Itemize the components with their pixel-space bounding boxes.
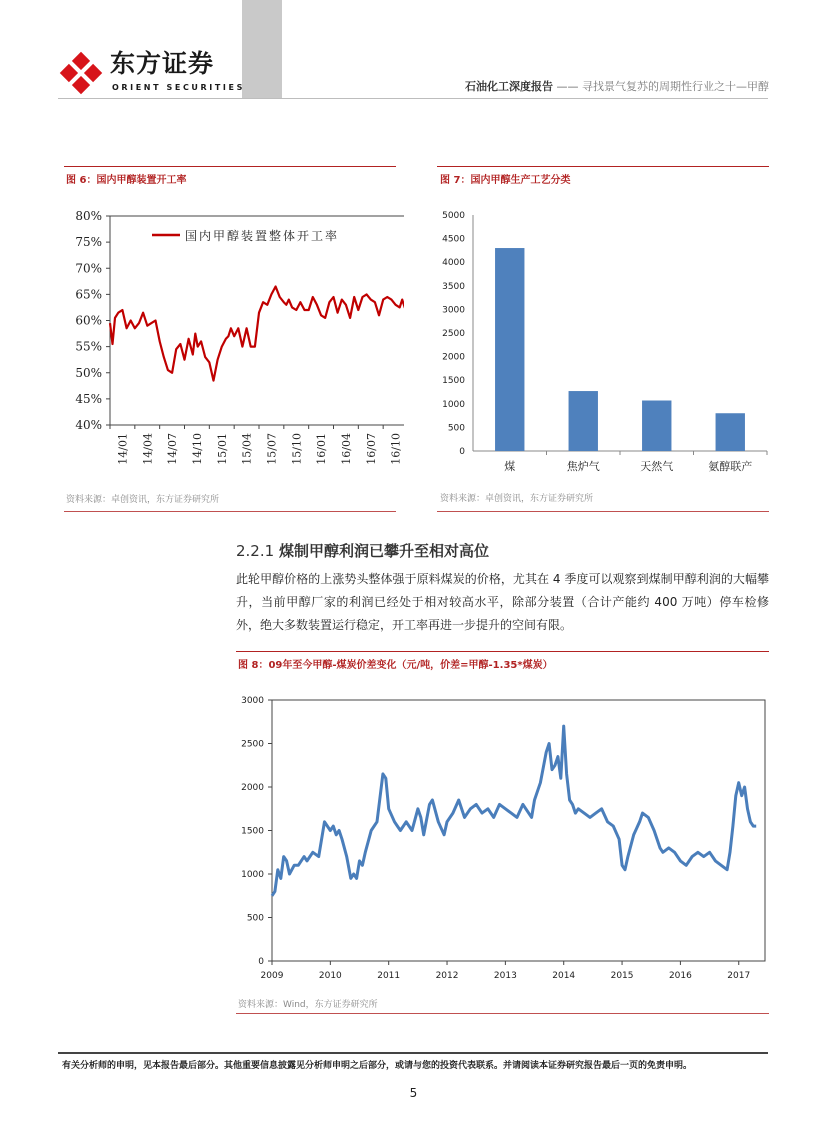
fig6-y-tick-label: 75% xyxy=(75,235,102,250)
fig8-y-tick-label: 1000 xyxy=(241,870,264,880)
fig8-top-rule xyxy=(236,651,769,652)
fig7-y-tick-label: 2000 xyxy=(442,352,465,363)
fig6-x-tick-label: 16/04 xyxy=(339,433,353,465)
fig6-y-tick-label: 50% xyxy=(75,365,102,380)
section-heading xyxy=(236,542,489,560)
fig6-top-rule xyxy=(64,166,396,167)
fig8-x-tick-label: 2013 xyxy=(493,971,517,981)
fig8-x-tick-label: 2017 xyxy=(727,971,751,981)
fig6-legend-label: 国内甲醇装置整体开工率 xyxy=(185,229,340,243)
fig7-bar xyxy=(569,391,598,451)
fig7-bar xyxy=(495,248,524,451)
page-number: 5 xyxy=(409,1086,418,1100)
header-separator: —— xyxy=(556,80,579,93)
fig8-x-tick-label: 2009 xyxy=(260,971,284,981)
fig8-x-tick-label: 2010 xyxy=(318,971,342,981)
fig6-x-tick-label: 14/07 xyxy=(166,433,180,465)
footer-disclaimer: 有关分析师的申明，见本报告最后部分。其他重要信息披露见分析师申明之后部分，或请与您的投资代表联系。并请阅读本证券研究报告最后一页的免责申明。 xyxy=(62,1061,693,1071)
fig8-y-tick-label: 3000 xyxy=(241,696,264,706)
fig6-x-tick-label: 14/04 xyxy=(141,433,155,465)
fig6-x-tick-label: 15/07 xyxy=(265,433,279,465)
fig7-y-tick-label: 1500 xyxy=(442,376,465,387)
report-type: 石油化工深度报告 xyxy=(465,80,553,93)
fig8-x-tick-label: 2015 xyxy=(610,971,634,981)
fig6-y-tick-label: 45% xyxy=(75,391,102,406)
section-title: 煤制甲醇利润已攀升至相对高位 xyxy=(278,542,489,560)
fig8-y-tick-label: 500 xyxy=(246,913,264,924)
fig6-y-tick-label: 40% xyxy=(75,418,102,432)
fig7-bar xyxy=(716,413,745,451)
fig6-y-tick-label: 65% xyxy=(75,287,102,302)
fig6-x-tick-label: 15/10 xyxy=(290,433,304,465)
logo-english-name: ORIENT SECURITIES xyxy=(112,83,245,92)
fig6-x-tick-label: 16/07 xyxy=(364,433,378,465)
section-paragraph: 此轮甲醇价格的上涨势头整体强于原料煤炭的价格，尤其在 4 季度可以观察到煤制甲醇利润的大幅攀升，当前甲醇厂家的利润已经处于相对较高水平，除部分装置（合计产能约 400 万吨）停车检修外，绝大多数装置运行稳定，开工率再进一步提升的空间有限。 xyxy=(236,572,769,632)
fig7-y-tick-label: 1000 xyxy=(442,399,465,410)
report-header-title xyxy=(465,80,769,94)
fig8-x-tick-label: 2014 xyxy=(552,971,576,981)
fig6-y-tick-label: 80% xyxy=(75,209,102,223)
fig6-y-tick-label: 60% xyxy=(75,313,102,328)
fig6-y-tick-label: 70% xyxy=(75,261,102,276)
fig7-y-tick-label: 5000 xyxy=(442,211,465,221)
fig8-y-tick-label: 0 xyxy=(258,957,264,967)
fig8-bottom-rule xyxy=(236,1013,769,1014)
section-number: 2.2.1 xyxy=(236,542,275,560)
fig8-title: 图 8：09年至今甲醇-煤炭价差变化（元/吨，价差=甲醇-1.35*煤炭） xyxy=(238,660,553,671)
fig7-x-tick-label: 焦炉气 xyxy=(566,460,600,473)
fig7-y-tick-label: 4500 xyxy=(442,234,465,245)
fig7-y-tick-label: 3500 xyxy=(442,281,465,292)
fig6-x-tick-label: 15/01 xyxy=(215,433,229,465)
fig6-title: 图 6：国内甲醇装置开工率 xyxy=(66,175,187,186)
header-accent-bar xyxy=(242,0,282,98)
fig6-x-tick-label: 15/04 xyxy=(240,433,254,465)
fig7-top-rule xyxy=(437,166,769,167)
fig7-y-tick-label: 4000 xyxy=(442,258,465,269)
fig8-y-tick-label: 2500 xyxy=(241,739,264,750)
fig7-bar-chart xyxy=(437,200,769,480)
fig7-source: 资料来源：卓创资讯，东方证券研究所 xyxy=(440,494,594,504)
fig8-y-tick-label: 2000 xyxy=(241,783,264,793)
fig8-x-tick-label: 2016 xyxy=(668,971,692,981)
fig8-y-tick-label: 1500 xyxy=(241,826,264,837)
header-divider xyxy=(58,98,768,99)
fig6-x-tick-label: 16/10 xyxy=(389,433,403,465)
fig7-y-tick-label: 500 xyxy=(447,423,465,434)
fig6-y-tick-label: 55% xyxy=(75,339,102,354)
fig6-x-tick-label: 14/10 xyxy=(190,433,204,465)
fig6-x-tick-label: 16/01 xyxy=(315,433,329,465)
fig6-bottom-rule xyxy=(64,511,396,512)
fig8-line-chart xyxy=(236,686,769,986)
fig7-x-tick-label: 天然气 xyxy=(640,460,674,473)
fig8-plot-frame xyxy=(272,700,765,961)
fig7-y-tick-label: 0 xyxy=(459,447,465,457)
fig7-bar xyxy=(642,400,671,451)
fig8-x-tick-label: 2011 xyxy=(377,971,401,981)
fig7-bottom-rule xyxy=(437,511,769,512)
fig8-series-line xyxy=(272,726,756,896)
fig8-source: 资料来源：Wind，东方证券研究所 xyxy=(238,1000,378,1010)
fig7-title: 图 7：国内甲醇生产工艺分类 xyxy=(440,175,571,186)
fig6-source: 资料来源：卓创资讯，东方证券研究所 xyxy=(66,495,220,505)
fig7-y-tick-label: 2500 xyxy=(442,329,465,339)
orient-securities-logo-icon xyxy=(58,50,104,96)
fig7-x-tick-label: 煤 xyxy=(504,460,516,473)
fig7-y-tick-label: 3000 xyxy=(442,305,465,316)
logo-chinese-name: 东方证券 xyxy=(110,49,215,78)
report-subtitle: 寻找景气复苏的周期性行业之十—甲醇 xyxy=(582,80,769,93)
footer-divider xyxy=(58,1052,768,1054)
fig6-line-chart xyxy=(64,200,404,480)
fig6-x-tick-label: 14/01 xyxy=(116,433,130,465)
fig6-series-line xyxy=(110,287,404,381)
fig8-x-tick-label: 2012 xyxy=(435,971,459,981)
fig7-x-tick-label: 氨醇联产 xyxy=(708,460,753,473)
